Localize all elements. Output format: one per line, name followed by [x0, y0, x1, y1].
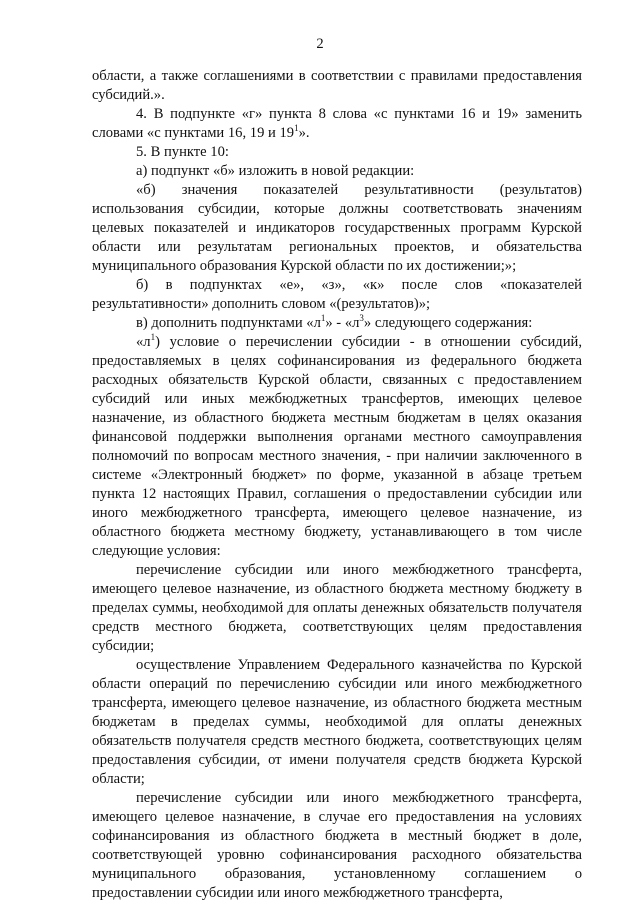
paragraph-quote-l1: «$л^1$) условие о перечислении субсидии - в отношении субсидий, предоставляемых в целях софинансирования из федерального бюджета расходных обязательств Курской области, связанных с предоставлением субсидий или иных межбюджетных трансфертов, имеющих целевое назначение, из областного бюджета местным бюджетам в целях оказания финансовой поддержки выполнения органами местного самоуправления полномочий по вопросам местного значения, - при наличии заключенного в системе «Электронный бюджет» по форме, указанной в абзаце третьем пункта 12 настоящих Правил, соглашения о предоставлении субсидии или иного межбюджетного трансферта, имеющего целевое назначение, из областного бюджета местному бюджету, устанавливающего в том числе следующие условия: [92, 332, 582, 559]
document-body [92, 67, 582, 903]
superscript: 3 [359, 313, 364, 323]
page-number: 2 [316, 36, 324, 52]
superscript: 1 [150, 332, 156, 342]
superscript: 1 [294, 123, 299, 133]
paragraph-condition-2: осуществление Управлением Федерального казначейства по Курской области операций по перечислению субсидии или иного межбюджетного трансферта, имеющего целевое назначение, из областного бюджета местным бюджетам в пределах суммы, необходимой для оплаты денежных обязательств получателя средств местного бюджета, соответствующих целям предоставления субсидии, от имени получателя средств бюджета Курской области; [92, 657, 582, 787]
paragraph-subitem-a: а) подпункт «б» изложить в новой редакции: [136, 163, 415, 179]
paragraph-subitem-b: б) в подпунктах «е», «з», «к» после слов «показателей результативности» дополнить словом «(результатов)»; [92, 277, 582, 312]
paragraph-condition-3: перечисление субсидии или иного межбюджетного трансферта, имеющего целевое назначение, в случае его предоставления на условиях софинансирования из областного бюджета в местный бюджет в доле, соответствующей уровню софинансирования расходного обязательства муниципального образования, установленному соглашением о предоставлении субсидии или иного межбюджетного трансферта, [92, 790, 582, 901]
paragraph-continuation: области, а также соглашениями в соответствии с правилами предоставления субсидий.». [92, 68, 582, 103]
paragraph-item-5: 5. В пункте 10: [136, 144, 229, 160]
paragraph-item-4: 4. В подпункте «г» пункта 8 слова «с пунктами 16 и 19» заменить словами «с пунктами 16, 19 и $19^1$». [92, 106, 582, 141]
superscript: 1 [320, 313, 326, 323]
paragraph-quote-b: «б) значения показателей результативности (результатов) использования субсидии, которые должны соответствовать значениям целевых показателей и индикаторов государственных программ Курской области или результатам региональных проектов, и обязательства муниципального образования Курской области по их достижении;»; [92, 182, 582, 274]
paragraph-condition-1: перечисление субсидии или иного межбюджетного трансферта, имеющего целевое назначение, из областного бюджета местному бюджету в пределах суммы, необходимой для оплаты денежных обязательств получателя средств местного бюджета, соответствующих целям предоставления субсидии; [92, 562, 582, 654]
paragraph-subitem-v: в) дополнить подпунктами «$л^1$» - «$л^3$» следующего содержания: [136, 313, 533, 331]
